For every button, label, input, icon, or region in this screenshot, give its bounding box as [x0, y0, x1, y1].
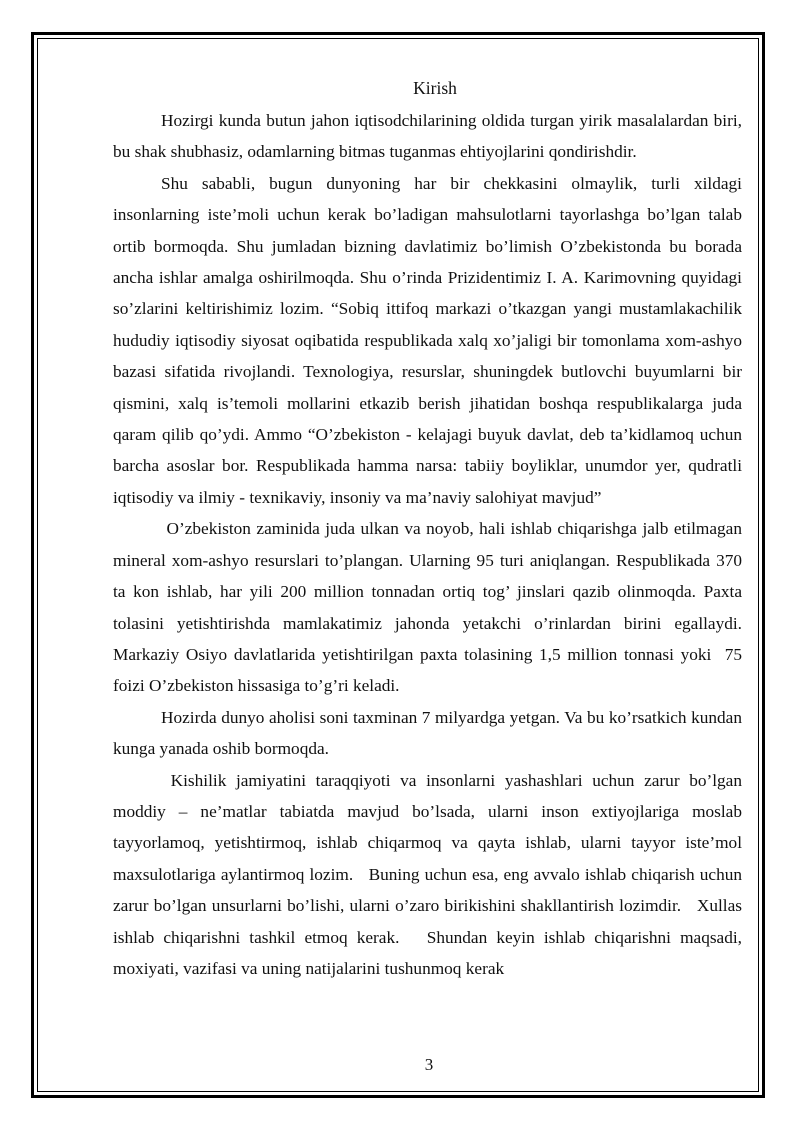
page-number: 3 [424, 1055, 434, 1074]
paragraph-3: O’zbekiston zaminida juda ulkan va noyob, hali ishlab chiqarishga jalb etilmagan mineral xom-ashyo resurslari to’plangan. Ularning 95 turi aniqlangan. Respublikada 370 ta kon ishlab, har yili 200 million tonnadan ortiq tog’ jinslari qazib olinmoqda. Paxta tolasini yetishtirishda mamlakatimiz jahonda yetakchi o’rinlardan birini egallaydi. Markaziy Osiyo davlatlarida yetishtirilgan paxta tolasining 1,5 million tonnasi yoki 75 foizi O’zbekiston hissasiga to’g’ri keladi. [113, 519, 747, 696]
paragraph-4: Hozirda dunyo aholisi soni taxminan 7 milyardga yetgan. Va bu ko’rsatkich kundan kunga yanada oshib bormoqda. [113, 707, 742, 759]
document-body [113, 74, 747, 984]
paragraph-5: Kishilik jamiyatini taraqqiyoti va insonlarni yashashlari uchun zarur bo’lgan moddiy – ne’matlar tabiatda mavjud bo’lsada, ularni inson extiyojlariga moslab tayyorlamoq, yetishtirmoq, ishlab chiqarmoq va qayta ishlab, ularni tayyor iste’mol maxsulotlariga aylantirmoq lozim. Buning uchun esa, eng avvalo ishlab chiqarish uchun zarur bo’lgan unsurlarni bo’lishi, ularni o’zaro birikishini shakllantirish lozimdir. Xullas ishlab chiqarishni tashkil etmoq kerak. Shundan keyin ishlab chiqarishni maqsadi, moxiyati, vazifasi va uning natijalarini tushunmoq kerak [113, 770, 747, 978]
document-title: Kirish [413, 78, 457, 98]
paragraph-2: Shu sababli, bugun dunyoning har bir chekkasini olmaylik, turli xildagi insonlarning iste’moli uchun kerak bo’ladigan mahsulotlarni tayorlashga bo’lgan talab ortib bormoqda. Shu jumladan bizning davlatimiz bo’limish O’zbekistonda bu borada ancha ishlar amalga oshirilmoqda. Shu o’rinda Prizidentimiz I. A. Karimovning quyidagi so’zlarini keltirishimiz lozim. “Sobiq ittifoq markazi o’tkazgan yangi mustamlakachilik hududiy iqtisodiy siyosat oqibatida respublikada xalq xo’jaligi bir tomonlama xom-ashyo bazasi sifatida rivojlandi. Texnologiya, resurslar, shuningdek butlovchi buyumlarni bir qismini, xalq is’temoli mollarini etkazib berish jihatidan boshqa respublikalarga juda qaram qilib qo’ydi. Ammo “O’zbekiston - kelajagi buyuk davlat, deb ta’kidlamoq uchun barcha asoslar bor. Respublikada hamma narsa: tabiiy boyliklar, unumdor yer, qudratli iqtisodiy va ilmiy - texnikaviy, insoniy va ma’naviy salohiyat mavjud” [113, 173, 742, 507]
paragraph-1: Hozirgi kunda butun jahon iqtisodchilarining oldida turgan yirik masalalardan biri, bu shak shubhasiz, odamlarning bitmas tuganmas ehtiyojlarini qondirishdir. [113, 111, 742, 162]
